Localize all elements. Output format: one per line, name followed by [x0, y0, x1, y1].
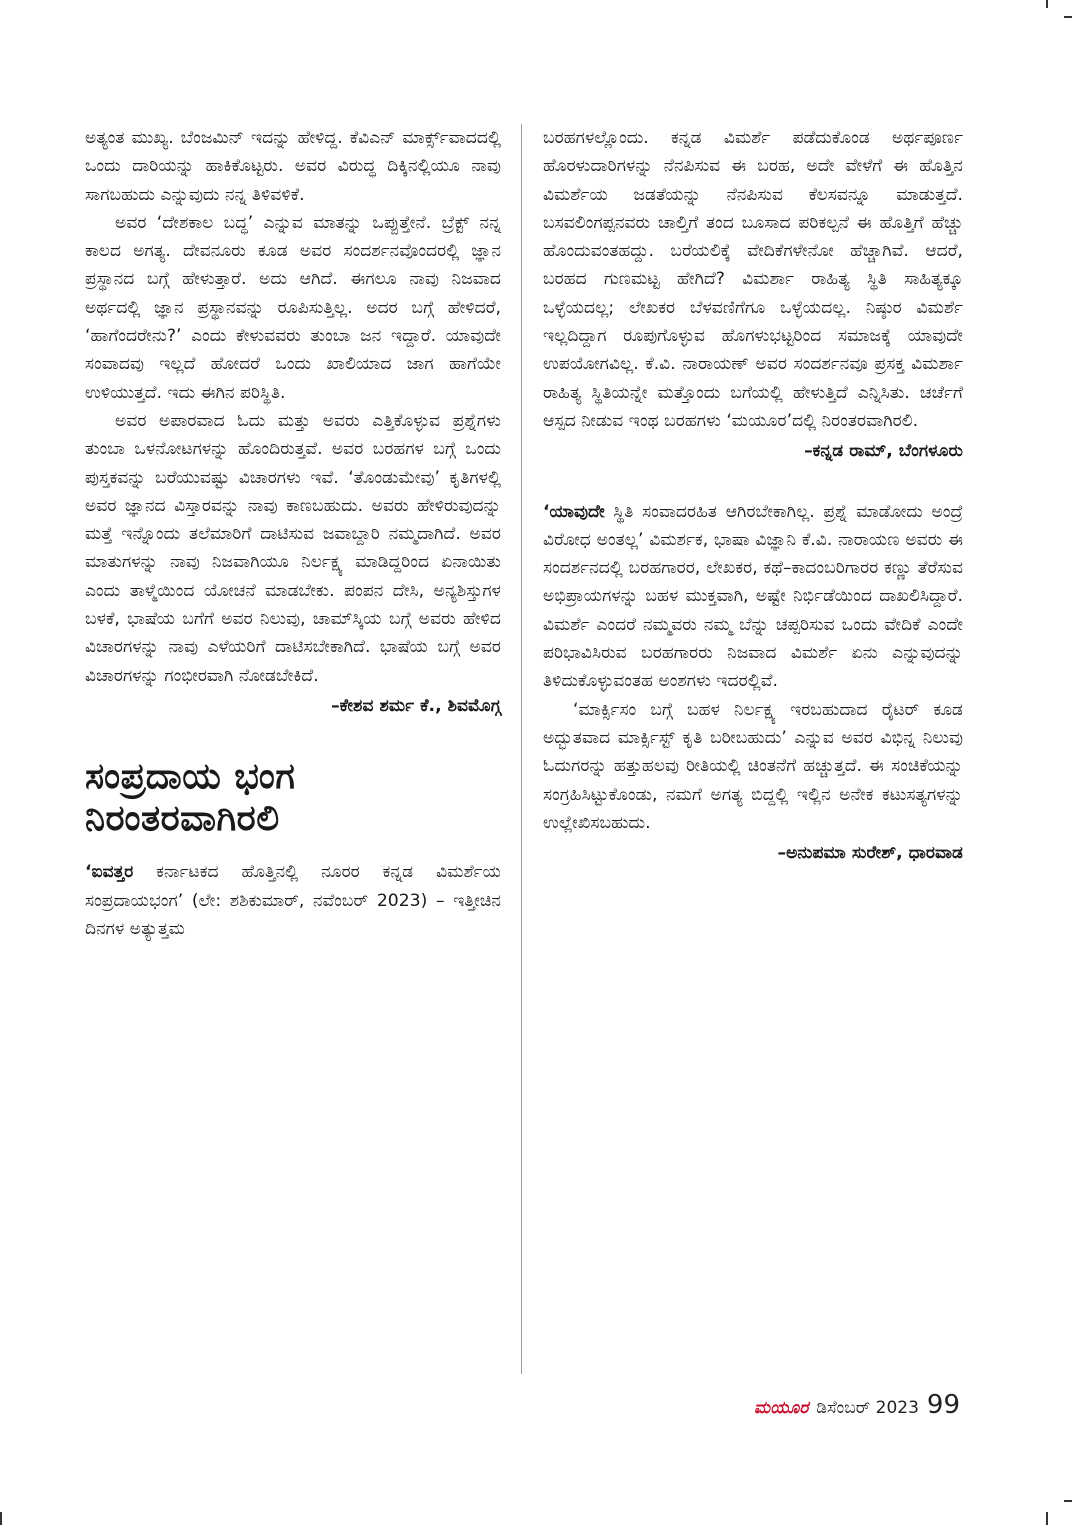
- letter3-lead-text: ಸ್ಥಿತಿ ಸಂವಾದರಹಿತ ಆಗಿರಬೇಕಾಗಿಲ್ಲ. ಪ್ರಶ್ನೆ ಮಾಡೋದು ಅಂದ್ರೆ ವಿರೋಧ ಅಂತಲ್ಲ’ ವಿಮರ್ಶಕ, ಭಾಷಾ ವಿಜ್ಞಾನಿ ಕೆ.ವಿ. ನಾರಾಯಣ ಅವರು ಈ ಸಂದರ್ಶನದಲ್ಲಿ ಬರಹಗಾರರ, ಲೇಖಕರ, ಕಥೆ–ಕಾದಂಬರಿಗಾರರ ಕಣ್ಣು ತೆರೆಸುವ ಅಭಿಪ್ರಾಯಗಳನ್ನು ಬಹಳ ಮುಕ್ತವಾಗಿ, ಅಷ್ಟೇ ನಿರ್ಭಿಡೆಯಿಂದ ದಾಖಲಿಸಿದ್ದಾರೆ. ವಿಮರ್ಶೆ ಎಂದರೆ ನಮ್ಮವರು ನಮ್ಮ ಬೆನ್ನು ಚಪ್ಪರಿಸುವ ಒಂದು ವೇದಿಕೆ ಎಂದೇ ಪರಿಭಾವಿಸಿರುವ ಬರಹಗಾರರು ನಿಜವಾದ ವಿಮರ್ಶೆ ಏನು ಎನ್ನುವುದನ್ನು ತಿಳಿದುಕೊಳ್ಳುವಂತಹ ಅಂಶಗಳು ಇದರಲ್ಲಿವೆ.: [543, 501, 963, 692]
- letter1-paragraph-2: ಅವರ ‘ದೇಶಕಾಲ ಬದ್ಧ’ ಎನ್ನುವ ಮಾತನ್ನು ಒಪ್ಪುತ್ತೇನೆ. ಬ್ರೆಕ್ಟ್ ನನ್ನ ಕಾಲದ ಅಗತ್ಯ. ದೇವನೂರು ಕೂಡ ಅವರ ಸಂದರ್ಶನವೊಂದರಲ್ಲಿ ಜ್ಞಾನ ಪ್ರಸ್ಥಾನದ ಬಗ್ಗೆ ಹೇಳುತ್ತಾರೆ. ಅದು ಆಗಿದೆ. ಈಗಲೂ ನಾವು ನಿಜವಾದ ಅರ್ಥದಲ್ಲಿ ಜ್ಞಾನ ಪ್ರಸ್ಥಾನವನ್ನು ರೂಪಿಸುತ್ತಿಲ್ಲ. ಅದರ ಬಗ್ಗೆ ಹೇಳಿದರೆ, ‘ಹಾಗೆಂದರೇನು?’ ಎಂದು ಕೇಳುವವರು ತುಂಬಾ ಜನ ಇದ್ದಾರೆ. ಯಾವುದೇ ಸಂವಾದವು ಇಲ್ಲದೆ ಹೋದರೆ ಒಂದು ಖಾಲಿಯಾದ ಜಾಗ ಹಾಗೆಯೇ ಉಳಿಯುತ್ತದೆ. ಇದು ಈಗಿನ ಪರಿಸ್ಥಿತಿ.: [85, 212, 501, 403]
- letter3-lead-word: ‘ಯಾವುದೇ: [543, 501, 605, 522]
- right-column: [543, 124, 963, 867]
- letter2-continuation: ಬರಹಗಳಲ್ಲೊಂದು. ಕನ್ನಡ ವಿಮರ್ಶೆ ಪಡೆದುಕೊಂಡ ಅರ್ಥಪೂರ್ಣ ಹೊರಳುದಾರಿಗಳನ್ನು ನೆನಪಿಸುವ ಈ ಬರಹ, ಅದೇ ವೇಳೆಗೆ ಈ ಹೊತ್ತಿನ ವಿಮರ್ಶೆಯ ಜಡತೆಯನ್ನು ನೆನಪಿಸುವ ಕೆಲಸವನ್ನೂ ಮಾಡುತ್ತದೆ. ಬಸವಲಿಂಗಪ್ಪನವರು ಚಾಲ್ತಿಗೆ ತಂದ ಬೂಸಾದ ಪರಿಕಲ್ಪನೆ ಈ ಹೊತ್ತಿಗೆ ಹೆಚ್ಚು ಹೊಂದುವಂತಹದ್ದು. ಬರೆಯಲಿಕ್ಕೆ ವೇದಿಕೆಗಳೇನೋ ಹೆಚ್ಚಾಗಿವೆ. ಆದರೆ, ಬರಹದ ಗುಣಮಟ್ಟ ಹೇಗಿದೆ? ವಿಮರ್ಶಾ ರಾಹಿತ್ಯ ಸ್ಥಿತಿ ಸಾಹಿತ್ಯಕ್ಕೂ ಒಳ್ಳೆಯದಲ್ಲ; ಲೇಖಕರ ಬೆಳವಣಿಗೆಗೂ ಒಳ್ಳೆಯದಲ್ಲ. ನಿಷ್ಠುರ ವಿಮರ್ಶೆ ಇಲ್ಲದಿದ್ದಾಗ ರೂಪುಗೊಳ್ಳುವ ಹೊಗಳುಭಟ್ಟರಿಂದ ಸಮಾಜಕ್ಕೆ ಯಾವುದೇ ಉಪಯೋಗವಿಲ್ಲ. ಕೆ.ವಿ. ನಾರಾಯಣ್ ಅವರ ಸಂದರ್ಶನವೂ ಪ್ರಸಕ್ತ ವಿಮರ್ಶಾ ರಾಹಿತ್ಯ ಸ್ಥಿತಿಯನ್ನೇ ಮತ್ತೊಂದು ಬಗೆಯಲ್ಲಿ ಹೇಳುತ್ತಿದೆ ಎನ್ನಿಸಿತು. ಚರ್ಚೆಗೆ ಆಸ್ಪದ ನೀಡುವ ಇಂಥ ಬರಹಗಳು ‘ಮಯೂರ’ದಲ್ಲಿ ನಿರಂತರವಾಗಿರಲಿ.: [543, 128, 963, 431]
- letter1-paragraph-1: ಅತ್ಯಂತ ಮುಖ್ಯ. ಬೆಂಜಮಿನ್ ಇದನ್ನು ಹೇಳಿದ್ದ. ಕೆವಿಎನ್ ಮಾರ್ಕ್ಸ್‌ವಾದದಲ್ಲಿ ಒಂದು ದಾರಿಯನ್ನು ಹಾಕಿಕೊಟ್ಟರು. ಅವರ ವಿರುದ್ಧ ದಿಕ್ಕಿನಲ್ಲಿಯೂ ನಾವು ಸಾಗಬಹುದು ಎನ್ನುವುದು ನನ್ನ ತಿಳಿವಳಿಕೆ.: [85, 128, 501, 205]
- crop-mark-right-lower: [1064, 1500, 1072, 1502]
- letter2-signature: –ಕನ್ನಡ ರಾಮ್, ಬೆಂಗಳೂರು: [804, 441, 963, 462]
- letter2-lead-word: ‘ಐವತ್ತರ: [85, 862, 134, 883]
- crop-mark-bottom-left: [0, 1512, 2, 1525]
- magazine-logo: ಮಯೂರ: [754, 1398, 809, 1418]
- letter3-paragraph-1: [543, 498, 963, 696]
- letter2-lead-text: ಕರ್ನಾಟಕದ ಹೊತ್ತಿನಲ್ಲಿ ನೂರರ ಕನ್ನಡ ವಿಮರ್ಶೆಯ ಸಂಪ್ರದಾಯಭಂಗ’ (ಲೇ: ಶಶಿಕುಮಾರ್, ನವೆಂಬರ್ 2023) – ಇತ್ತೀಚಿನ ದಿನಗಳ ಅತ್ಯುತ್ತಮ: [85, 862, 501, 939]
- left-column: [85, 124, 501, 943]
- issue-date: ಡಿಸೆಂಬರ್ 2023: [816, 1398, 919, 1418]
- letter1-paragraph-3: ಅವರ ಅಪಾರವಾದ ಓದು ಮತ್ತು ಅವರು ಎತ್ತಿಕೊಳ್ಳುವ ಪ್ರಶ್ನೆಗಳು ತುಂಬಾ ಒಳನೋಟಗಳನ್ನು ಹೊಂದಿರುತ್ತವೆ. ಅವರ ಬರಹಗಳ ಬಗ್ಗೆ ಒಂದು ಪುಸ್ತಕವನ್ನು ಬರೆಯುವಷ್ಟು ವಿಚಾರಗಳು ಇವೆ. ‘ತೊಂಡುಮೇವು’ ಕೃತಿಗಳಲ್ಲಿ ಅವರ ಜ್ಞಾನದ ವಿಸ್ತಾರವನ್ನು ನಾವು ಕಾಣಬಹುದು. ಅವರು ಹೇಳಿರುವುದನ್ನು ಮತ್ತೆ ಇನ್ನೊಂದು ತಲೆಮಾರಿಗೆ ದಾಟಿಸುವ ಜವಾಬ್ದಾರಿ ನಮ್ಮದಾಗಿದೆ. ಅವರ ಮಾತುಗಳನ್ನು ನಾವು ನಿಜವಾಗಿಯೂ ನಿರ್ಲಕ್ಷ್ಯ ಮಾಡಿದ್ದರಿಂದ ಏನಾಯಿತು ಎಂದು ತಾಳ್ಮೆಯಿಂದ ಯೋಚನೆ ಮಾಡಬೇಕು. ಪಂಪನ ದೇಸಿ, ಅನ್ಯಶಿಸ್ತುಗಳ ಬಳಕೆ, ಭಾಷೆಯ ಬಗೆಗೆ ಅವರ ನಿಲುವು, ಚಾಮ್‌ಸ್ಕಿಯ ಬಗ್ಗೆ ಅವರು ಹೇಳಿದ ವಿಚಾರಗಳನ್ನು ನಾವು ಎಳೆಯರಿಗೆ ದಾಟಿಸಬೇಕಾಗಿದೆ. ಭಾಷೆಯ ಬಗ್ಗೆ ಅವರ ವಿಚಾರಗಳನ್ನು ಗಂಭೀರವಾಗಿ ನೋಡಬೇಕಿದೆ.: [85, 410, 501, 686]
- page-number: 99: [926, 1390, 960, 1420]
- letter2-paragraph-1: [85, 858, 501, 943]
- letter3-paragraph-2: ‘ಮಾರ್ಕ್ಸಿಸಂ ಬಗ್ಗೆ ಬಹಳ ನಿರ್ಲಕ್ಷ್ಯ ಇರಬಹುದಾದ ರೈಟರ್ ಕೂಡ ಅದ್ಭುತವಾದ ಮಾರ್ಕ್ಸಿಸ್ಟ್ ಕೃತಿ ಬರೀಬಹುದು’ ಎನ್ನುವ ಅವರ ವಿಭಿನ್ನ ನಿಲುವು ಓದುಗರನ್ನು ಹತ್ತುಹಲವು ರೀತಿಯಲ್ಲಿ ಚಿಂತನೆಗೆ ಹಚ್ಚುತ್ತದೆ. ಈ ಸಂಚಿಕೆಯನ್ನು ಸಂಗ್ರಹಿಸಿಟ್ಟುಕೊಂಡು, ನಮಗೆ ಅಗತ್ಯ ಬಿದ್ದಲ್ಲಿ ಇಲ್ಲಿನ ಅನೇಕ ಕಟುಸತ್ಯಗಳನ್ನು ಉಲ್ಲೇಖಿಸಬಹುದು.: [543, 699, 963, 833]
- letter3-signature: –ಅನುಪಮಾ ಸುರೇಶ್, ಧಾರವಾಡ: [777, 843, 963, 864]
- crop-mark-top-right: [1046, 0, 1048, 8]
- page-footer: [754, 1390, 960, 1420]
- crop-mark-bottom-right: [1046, 1512, 1048, 1525]
- column-divider: [521, 124, 522, 1374]
- crop-mark-right-upper: [1064, 16, 1072, 18]
- letter1-signature: –ಕೇಶವ ಶರ್ಮ ಕೆ., ಶಿವಮೊಗ್ಗ: [331, 695, 501, 716]
- article-heading: ಸಂಪ್ರದಾಯ ಭಂಗ ನಿರಂತರವಾಗಿರಲಿ: [85, 756, 296, 840]
